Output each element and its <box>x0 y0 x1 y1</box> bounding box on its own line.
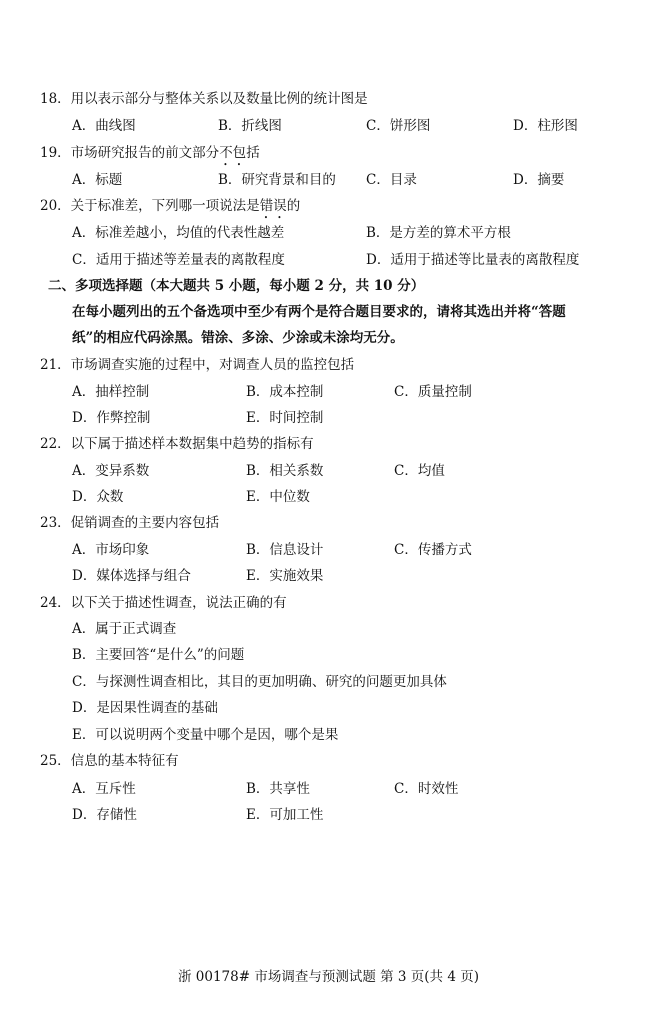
question-22-option-d: D．众数 <box>72 489 124 505</box>
question-19-option-b: B．研究背景和目的 <box>218 172 336 188</box>
question-20-option-a: A．标准差越小，均值的代表性越差 <box>72 225 285 241</box>
question-25-option-b: B．共享性 <box>246 781 310 797</box>
question-20-stem-emphasis: 错误 <box>259 198 287 214</box>
question-18-stem: 18．用以表示部分与整体关系以及数量比例的统计图是 <box>40 91 368 107</box>
question-19-stem-suffix: 括 <box>246 145 260 161</box>
question-21-option-a: A．抽样控制 <box>72 384 150 400</box>
question-19-option-a: A．标题 <box>72 172 123 188</box>
question-18-option-d: D．柱形图 <box>513 118 578 134</box>
question-25-stem: 25．信息的基本特征有 <box>40 753 179 769</box>
question-19-option-c: C．目录 <box>366 172 417 188</box>
question-24-option-c: C．与探测性调查相比，其目的更加明确、研究的问题更加具体 <box>72 674 447 690</box>
question-24-option-b: B．主要回答“是什么”的问题 <box>72 647 245 663</box>
page-footer: 浙 00178# 市场调查与预测试题 第 3 页(共 4 页) <box>177 969 479 985</box>
question-21-stem: 21．市场调查实施的过程中，对调查人员的监控包括 <box>40 357 355 373</box>
question-21-option-d: D．作弊控制 <box>72 410 151 426</box>
question-24-option-d: D．是因果性调查的基础 <box>72 700 218 716</box>
question-19-option-d: D．摘要 <box>513 172 565 188</box>
question-19-stem <box>40 144 260 169</box>
question-20-option-b: B．是方差的算术平方根 <box>366 225 511 241</box>
question-22-option-e: E．中位数 <box>246 489 310 505</box>
section-2-heading: 二、多项选择题（本大题共 5 小题，每小题 2 分，共 10 分） <box>48 278 425 294</box>
question-20-stem-suffix: 的 <box>286 198 301 214</box>
question-25-option-c: C．时效性 <box>394 781 459 797</box>
question-20-stem-prefix: 20．关于标准差，下列哪一项说法是 <box>40 198 260 214</box>
question-19-stem-emphasis: 不包 <box>219 145 247 161</box>
question-23-option-e: E．实施效果 <box>246 568 324 584</box>
question-23-option-a: A．市场印象 <box>72 542 150 558</box>
question-18-option-c: C．饼形图 <box>366 118 431 134</box>
question-18-option-b: B．折线图 <box>218 118 282 134</box>
question-25-option-a: A．互斥性 <box>72 781 136 797</box>
section-2-instruction-line-2: 纸”的相应代码涂黑。错涂、多涂、少涂或未涂均无分。 <box>72 330 404 346</box>
question-23-option-c: C．传播方式 <box>394 542 472 558</box>
question-22-option-c: C．均值 <box>394 463 445 479</box>
question-22-option-b: B．相关系数 <box>246 463 324 479</box>
question-20-option-d: D．适用于描述等比量表的离散程度 <box>366 252 580 268</box>
question-23-option-d: D．媒体选择与组合 <box>72 568 191 584</box>
question-23-stem: 23．促销调查的主要内容包括 <box>40 515 220 531</box>
question-19-stem-prefix: 19．市场研究报告的前文部分 <box>40 145 220 161</box>
question-20-stem <box>40 197 300 222</box>
question-21-option-b: B．成本控制 <box>246 384 324 400</box>
question-24-option-a: A．属于正式调查 <box>72 621 177 637</box>
question-24-stem: 24．以下关于描述性调查，说法正确的有 <box>40 595 287 611</box>
question-20-option-c: C．适用于描述等差量表的离散程度 <box>72 252 285 268</box>
question-21-option-c: C．质量控制 <box>394 384 472 400</box>
question-21-option-e: E．时间控制 <box>246 410 324 426</box>
question-22-option-a: A．变异系数 <box>72 463 150 479</box>
question-24-option-e: E．可以说明两个变量中哪个是因，哪个是果 <box>72 727 339 743</box>
question-25-option-e: E．可加工性 <box>246 807 324 823</box>
question-25-option-d: D．存储性 <box>72 807 137 823</box>
question-23-option-b: B．信息设计 <box>246 542 324 558</box>
section-2-instruction-line-1: 在每小题列出的五个备选项中至少有两个是符合题目要求的，请将其选出并将“答题 <box>72 304 566 320</box>
question-18-option-a: A．曲线图 <box>72 118 136 134</box>
question-22-stem: 22．以下属于描述样本数据集中趋势的指标有 <box>40 436 314 452</box>
